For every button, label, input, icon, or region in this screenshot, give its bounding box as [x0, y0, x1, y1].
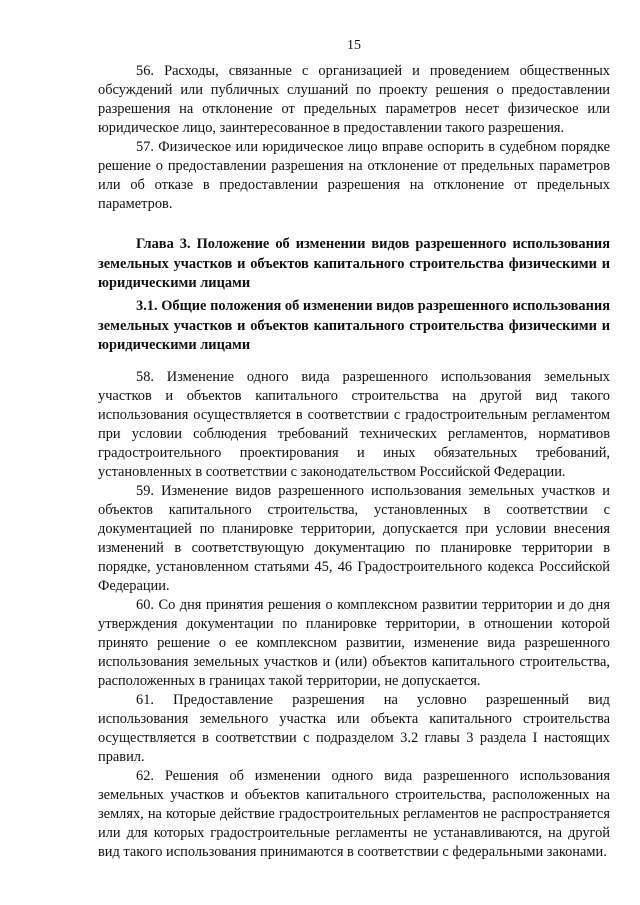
paragraph-59: 59. Изменение видов разрешенного использования земельных участков и объектов капитального строительства, установленных в соответствии с документацией по планировке территории, допускается при условии внесения изменений в соответствующую документацию по планировке территории в порядке, установленном статьями 45, 46 Градостроительного кодекса Российской Федерации. — [98, 483, 610, 594]
paragraph-62: 62. Решения об изменении одного вида разрешенного использования земельных участков и объектов капитального строительства, расположенных на землях, на которые действие градостроительных регламентов не распространяется или для которых градостроительные регламенты не устанавливаются, на другой вид такого использования принимаются в соответствии с федеральными законами. — [98, 768, 610, 860]
paragraph-58: 58. Изменение одного вида разрешенного использования земельных участков и объектов капитального строительства на другой вид такого использования осуществляется в соответствии с градостроительным регламентом при условии соблюдения требований технических регламентов, нормативов градостроительного проектирования и иных обязательных требований, установленных в соответствии с законодательством Российской Федерации. — [98, 369, 610, 480]
paragraph-60: 60. Со дня принятия решения о комплексном развитии территории и до дня утверждения документации по планировке территории, в отношении которой принято решение о ее комплексном развитии, изменение вида разрешенного использования земельных участков и (или) объектов капитального строительства, расположенных в границах такой территории, не допускается. — [98, 597, 610, 689]
chapter-heading-block — [98, 235, 610, 294]
paragraphs-top — [98, 62, 610, 214]
chapter-heading: Глава 3. Положение об изменении видов разрешенного использования земельных участков и объектов капитального строительства физическими и юридическими лицами — [98, 236, 610, 291]
paragraph-56: 56. Расходы, связанные с организацией и проведением общественных обсуждений или публичных слушаний по проекту решения о предоставлении разрешения на отклонение от предельных параметров несет физическое или юридическое лицо, заинтересованное в предоставлении такого разрешения. — [98, 63, 610, 136]
paragraph-57: 57. Физическое или юридическое лицо вправе оспорить в судебном порядке решение о предоставлении разрешения на отклонение от предельных параметров или об отказе в предоставлении разрешения на отклонение от предельных параметров. — [98, 139, 610, 212]
paragraphs-bottom — [98, 368, 610, 862]
paragraph-61: 61. Предоставление разрешения на условно разрешенный вид использования земельного участка или объекта капитального строительства осуществляется в соответствии с подразделом 3.2 главы 3 раздела I настоящих правил. — [98, 692, 610, 765]
section-heading: 3.1. Общие положения об изменении видов разрешенного использования земельных участков и объектов капитального строительства физическими и юридическими лицами — [98, 298, 610, 353]
page-number: 15 — [347, 38, 361, 53]
section-heading-block — [98, 297, 610, 356]
